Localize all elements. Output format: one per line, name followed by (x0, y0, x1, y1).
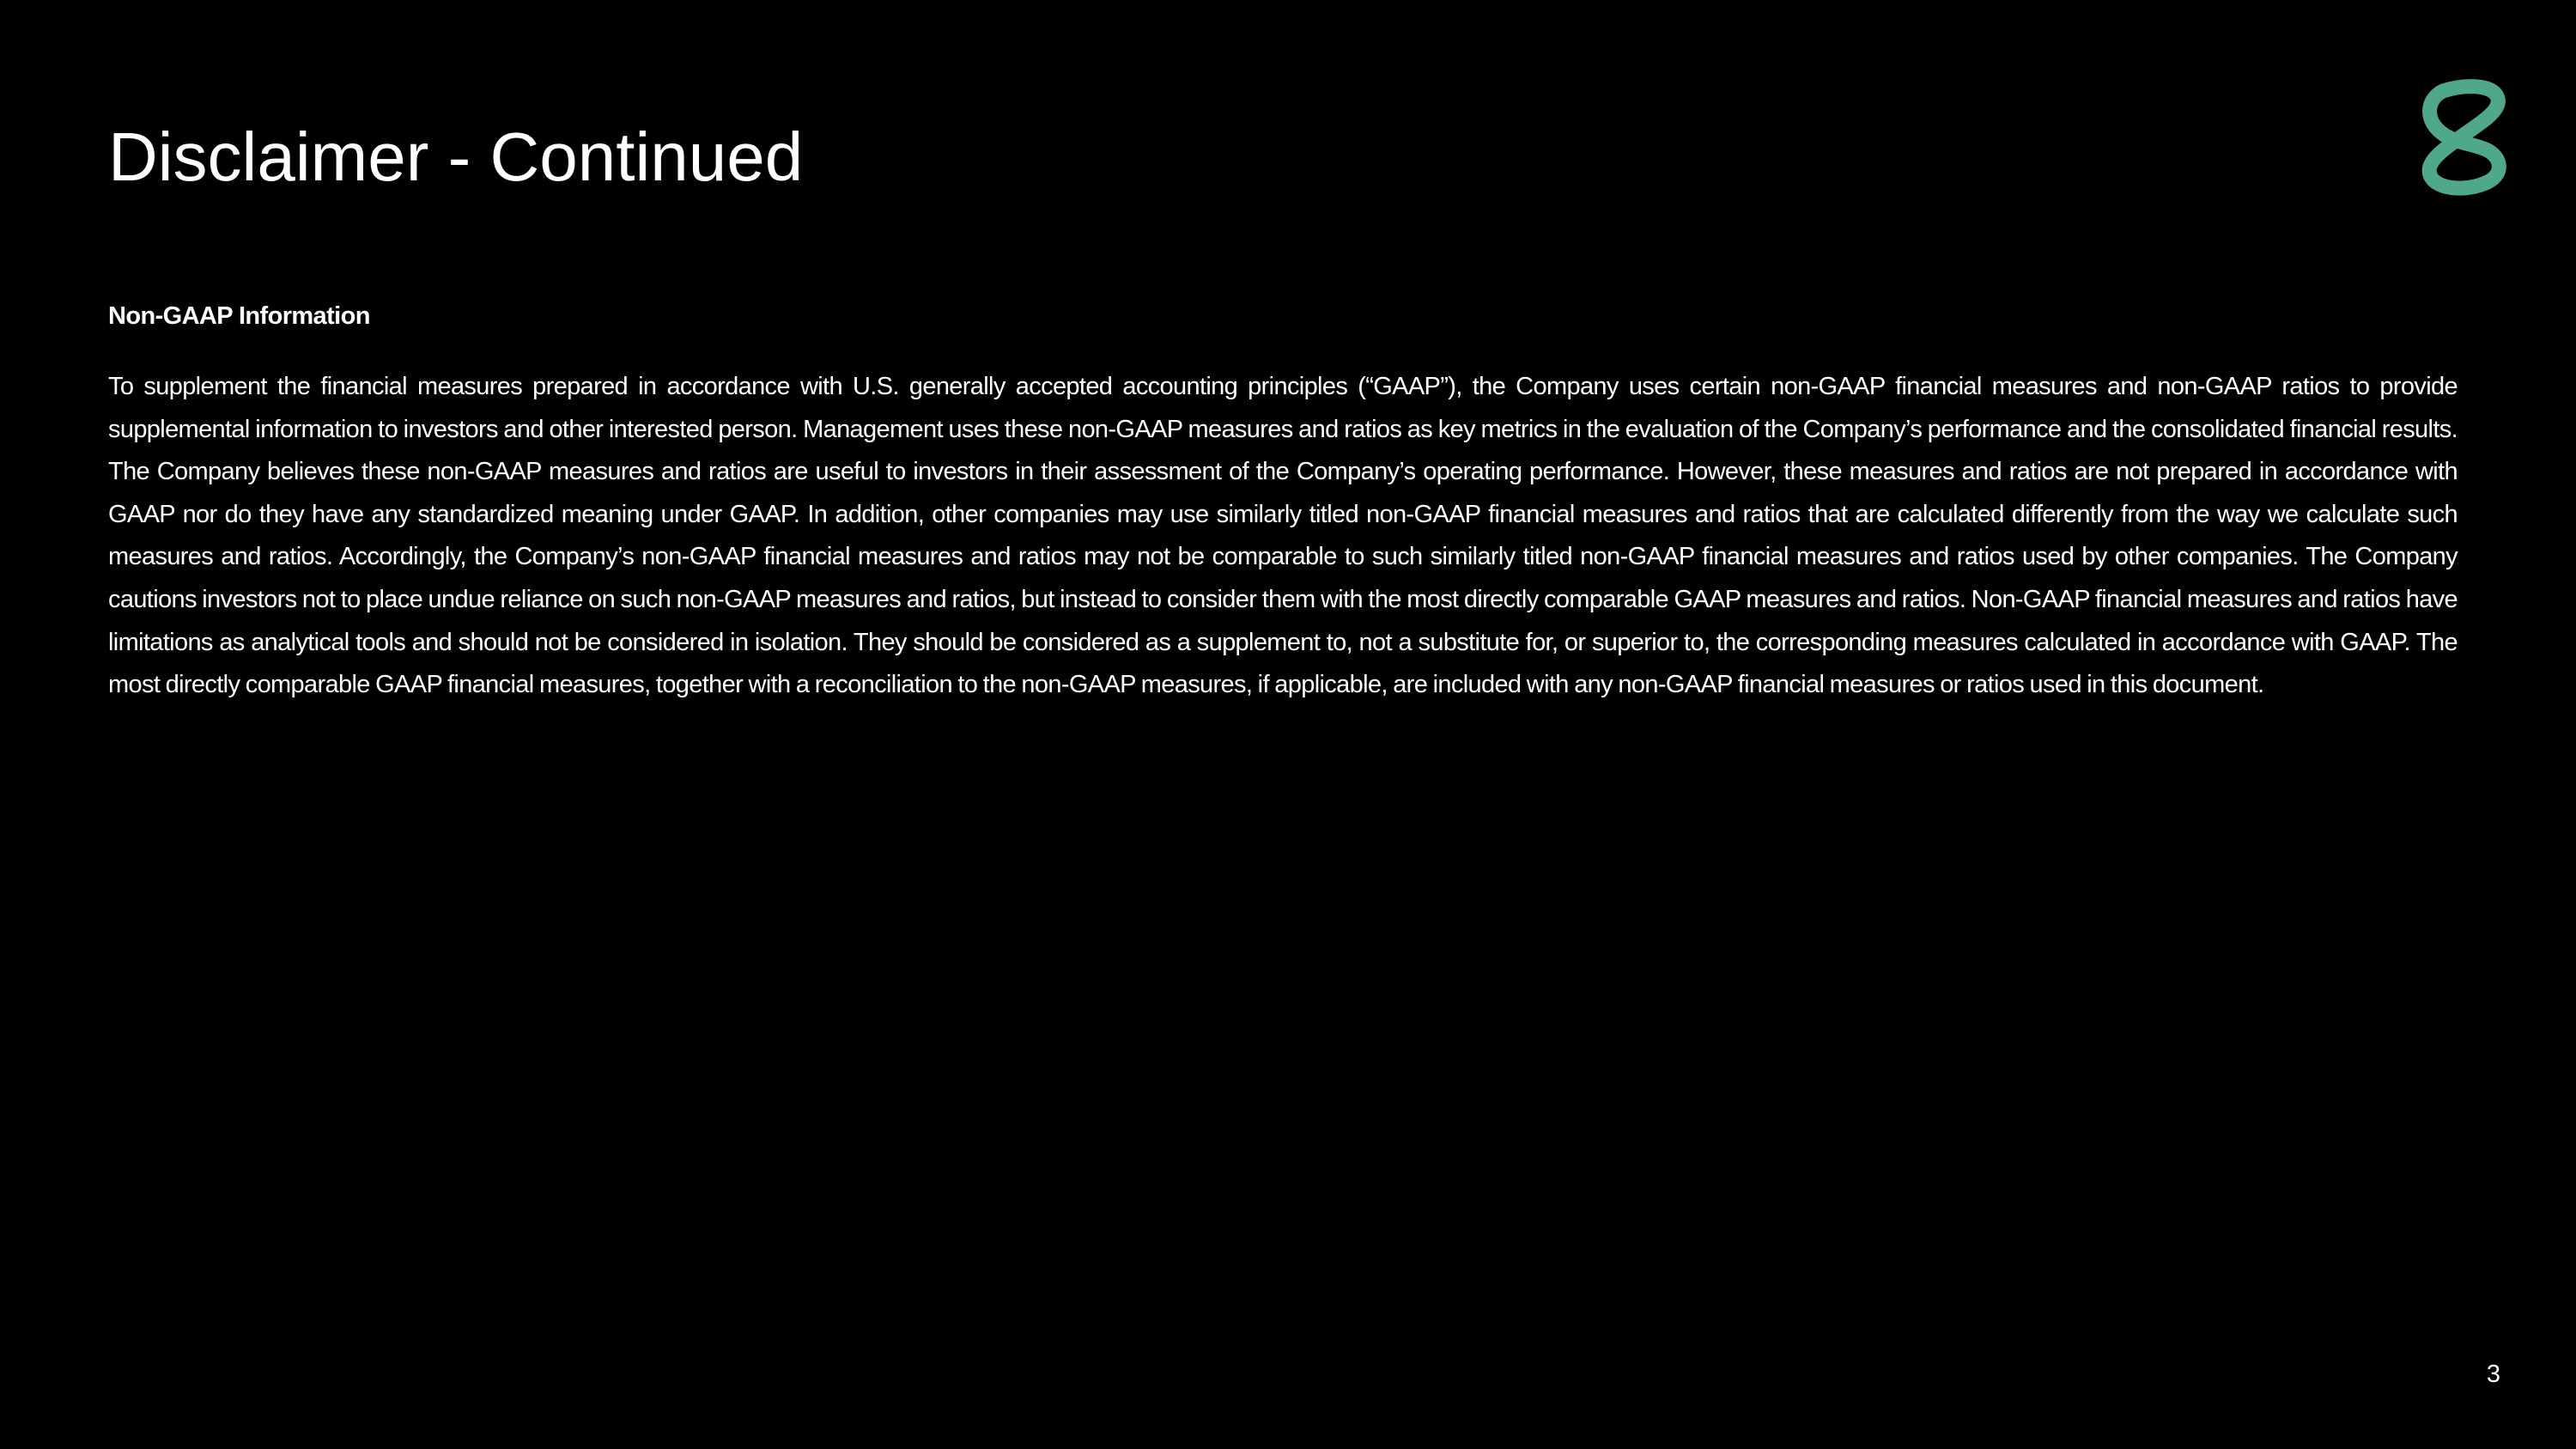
brand-s-logo-icon (2417, 76, 2506, 196)
slide-title: Disclaimer - Continued (108, 119, 804, 195)
disclaimer-body-text: To supplement the financial measures prepared in accordance with U.S. generally accepted accounting principles (“GAAP”), the Company uses certain non-GAAP financial measures and non-GAAP ratios to provide supplemental information to investors and other interested person. Management uses these non-GAAP measures and ratios as key metrics in the evaluation of the Company’s performance and the consolidated financial results. The Company believes these non-GAAP measures and ratios are useful to investors in their assessment of the Company’s operating performance. However, these measures and ratios are not prepared in accordance with GAAP nor do they have any standardized meaning under GAAP. In addition, other companies may use similarly titled non-GAAP financial measures and ratios that are calculated differently from the way we calculate such measures and ratios. Accordingly, the Company’s non-GAAP financial measures and ratios may not be comparable to such similarly titled non-GAAP financial measures and ratios used by other companies. The Company cautions investors not to place undue reliance on such non-GAAP measures and ratios, but instead to consider them with the most directly comparable GAAP measures and ratios. Non-GAAP financial measures and ratios have limitations as analytical tools and should not be considered in isolation. They should be considered as a supplement to, not a substitute for, or superior to, the corresponding measures calculated in accordance with GAAP. The most directly comparable GAAP financial measures, together with a reconciliation to the non-GAAP measures, if applicable, are included with any non-GAAP financial measures or ratios used in this document. (108, 373, 2458, 699)
logo-stroke (2429, 87, 2499, 189)
page-number: 3 (2486, 1361, 2500, 1388)
section-heading: Non-GAAP Information (108, 302, 370, 330)
